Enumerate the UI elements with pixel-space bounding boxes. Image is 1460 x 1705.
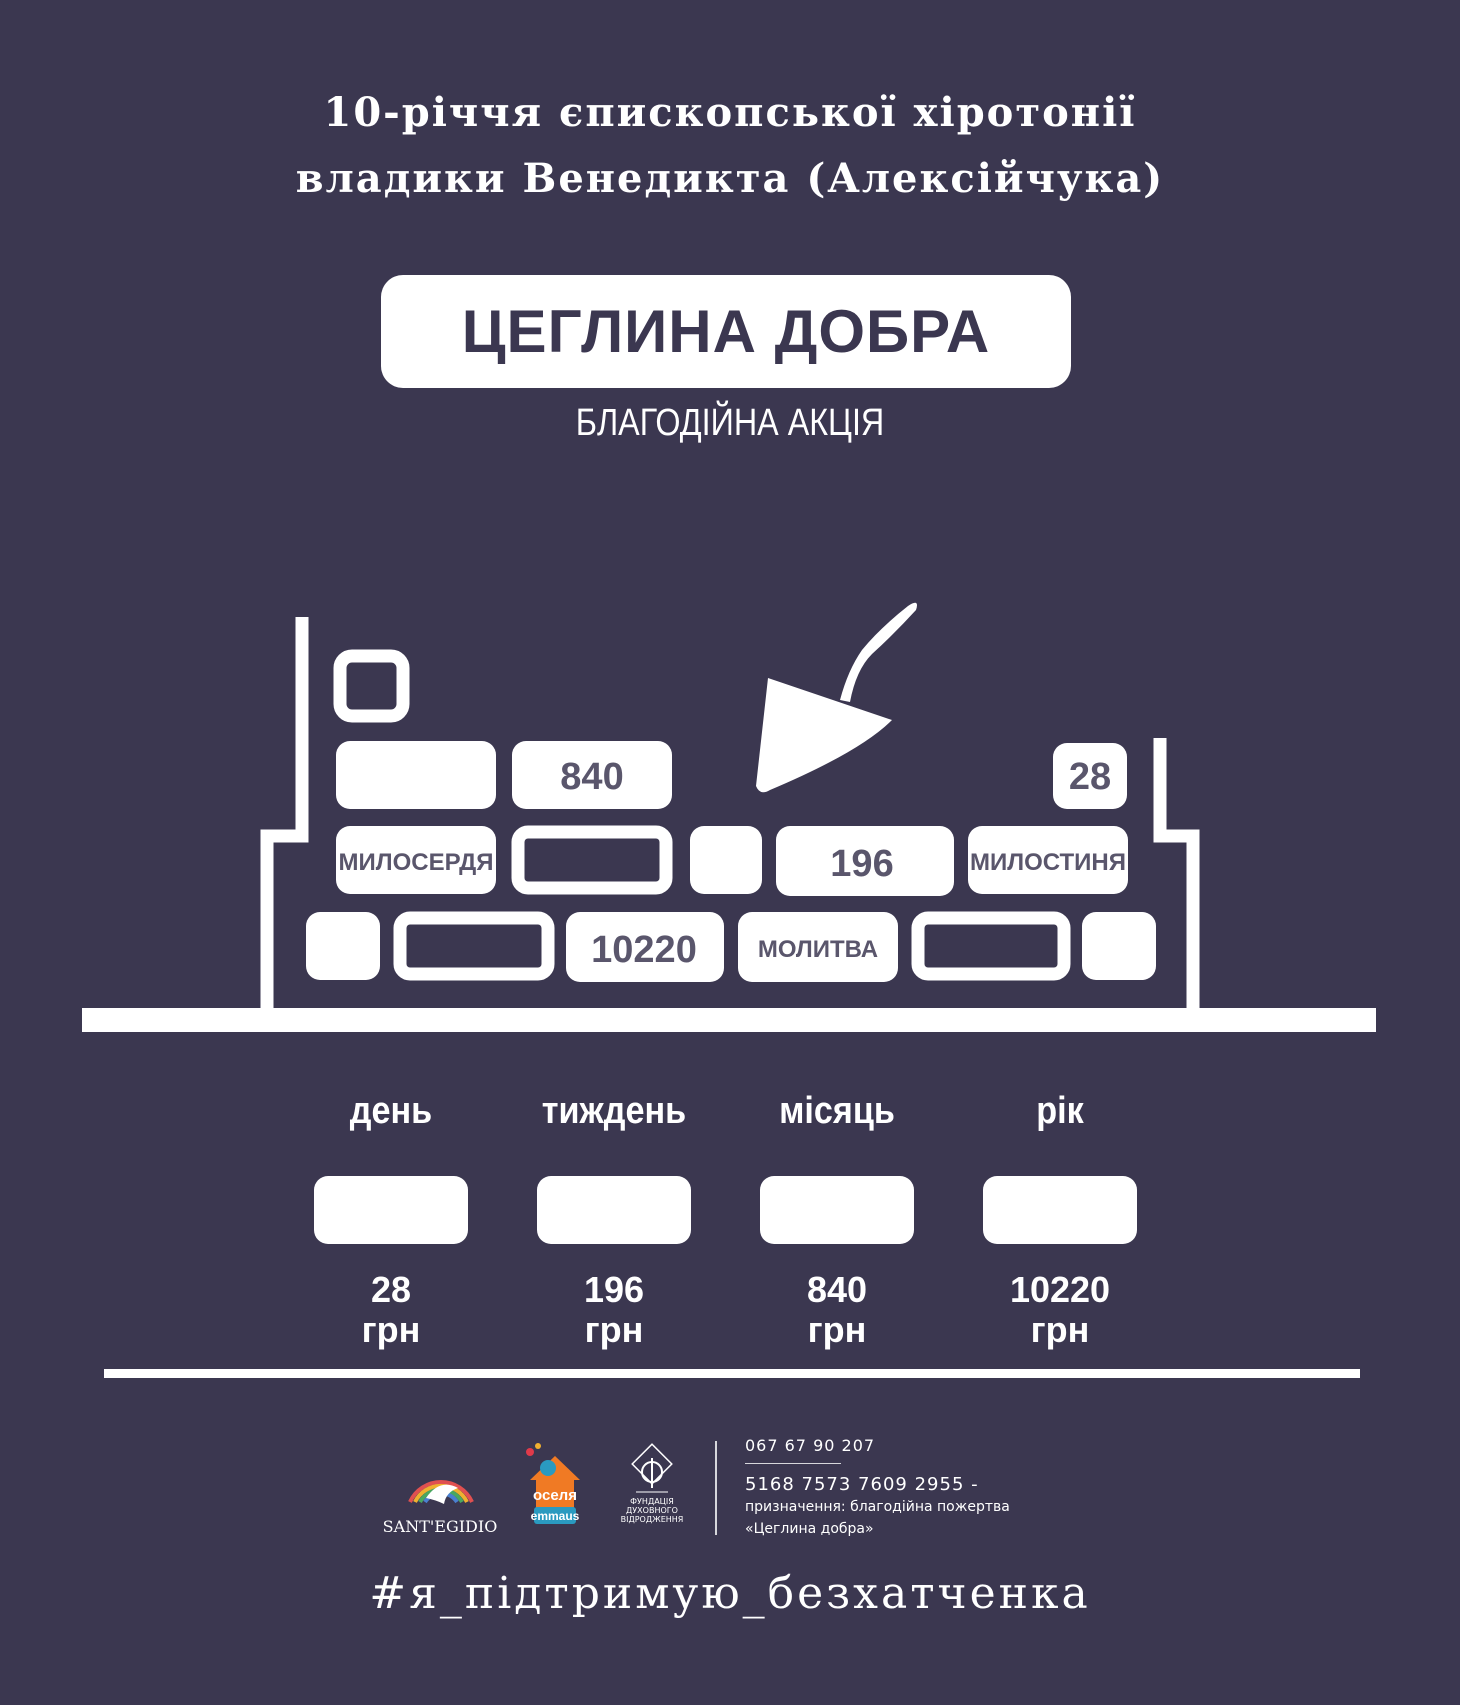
brick-wall-illustration: [0, 590, 1460, 1040]
foundation-logo: [621, 1444, 684, 1524]
period-amount: 196: [583, 1269, 645, 1310]
brick-196-label: 196: [830, 843, 894, 885]
oselya-emmaus-logo: [526, 1443, 580, 1524]
foundation-caption-1: ФУНДАЦІЯ: [630, 1497, 674, 1506]
period-day: [291, 1088, 491, 1350]
period-amount: 840: [806, 1269, 868, 1310]
brick-outline: [400, 918, 548, 974]
payment-purpose-line-1: призначення: благодійна пожертва: [745, 1499, 1010, 1515]
contacts-block: [745, 1436, 1010, 1539]
period-brick: [760, 1176, 914, 1244]
brick-prayer-label: МОЛИТВА: [757, 936, 879, 963]
brick-28-label: 28: [1068, 756, 1112, 798]
period-label: день: [349, 1090, 433, 1132]
foundation-caption-2: ДУХОВНОГО: [626, 1506, 678, 1515]
brick: [690, 826, 762, 894]
trowel-icon: [756, 603, 917, 792]
contacts-separator: [745, 1463, 841, 1464]
campaign-title: ЦЕГЛИНА ДОБРА: [461, 298, 991, 365]
phone-number: 067 67 90 207: [745, 1436, 876, 1455]
wall-outline-left: [267, 617, 302, 1008]
foundation-caption-3: ВІДРОДЖЕННЯ: [620, 1515, 684, 1524]
header-line-1: 10-річчя єпископської хіротонії: [323, 89, 1137, 136]
payment-purpose-line-2: «Цеглина добра»: [745, 1521, 874, 1537]
period-label: рік: [1036, 1090, 1084, 1132]
emmaus-caption: emmaus: [530, 1509, 580, 1523]
brick: [306, 912, 380, 980]
santegidio-caption: SANT'EGIDIO: [382, 1517, 498, 1536]
card-number: 5168 7573 7609 2955 -: [745, 1474, 979, 1495]
partner-logos: [370, 1440, 710, 1540]
period-currency: грн: [584, 1309, 644, 1350]
period-amount: 10220: [1009, 1269, 1111, 1310]
ground-line: [82, 1008, 1376, 1032]
divider-line: [104, 1369, 1360, 1378]
brick-outline: [518, 832, 666, 888]
period-year: [960, 1088, 1160, 1350]
period-amount: 28: [370, 1269, 412, 1310]
campaign-header: [0, 80, 1460, 212]
santegidio-logo: [383, 1482, 498, 1536]
brick-outline: [918, 918, 1064, 974]
oselya-caption: оселя: [533, 1487, 577, 1504]
period-brick: [983, 1176, 1137, 1244]
brick: [336, 741, 496, 809]
period-currency: грн: [1030, 1309, 1090, 1350]
period-label: місяць: [779, 1090, 895, 1132]
header-line-2: владики Венедикта (Алексійчука): [295, 155, 1165, 202]
brick: [1082, 912, 1156, 980]
period-currency: грн: [807, 1309, 867, 1350]
campaign-subtitle: БЛАГОДІЙНА АКЦІЯ: [575, 402, 885, 444]
period-month: [737, 1088, 937, 1350]
contacts-divider: [715, 1441, 717, 1535]
period-currency: грн: [361, 1309, 421, 1350]
brick-840-label: 840: [560, 756, 624, 798]
brick-alms-label: МИЛОСТИНЯ: [970, 849, 1126, 876]
hashtag: #я_підтримую_безхатченка: [369, 1568, 1091, 1619]
brick-10220-label: 10220: [591, 929, 697, 971]
period-brick: [314, 1176, 468, 1244]
campaign-title-badge: [381, 275, 1071, 388]
period-label: тиждень: [541, 1090, 687, 1132]
wall-outline-right: [1160, 738, 1193, 1008]
period-week: [514, 1088, 714, 1350]
brick-small-outline: [340, 656, 403, 716]
brick-mercy-label: МИЛОСЕРДЯ: [338, 849, 494, 876]
period-brick: [537, 1176, 691, 1244]
